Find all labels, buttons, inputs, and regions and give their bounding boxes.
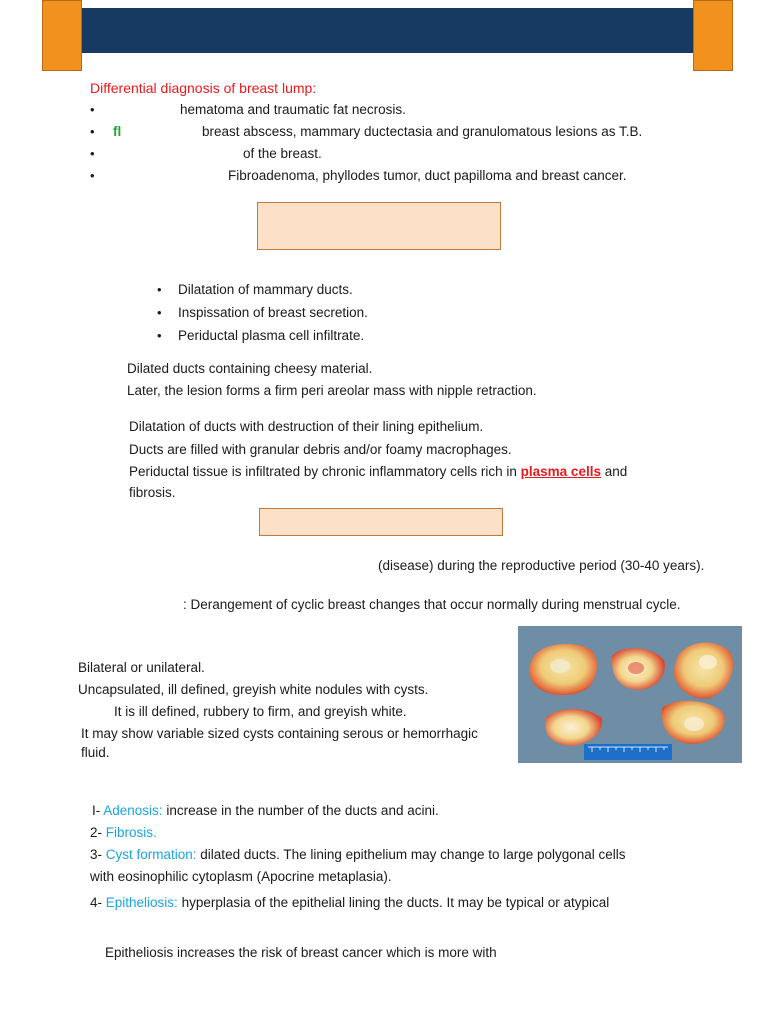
- component-item: [92, 803, 439, 818]
- component-term: Cyst formation:: [105, 847, 197, 862]
- micro-text: Dilatation of ducts with destruction of their lining epithelium.: [129, 419, 484, 434]
- component-item: [90, 869, 392, 884]
- gross-text: Later, the lesion forms a firm peri areolar mass with nipple retraction.: [127, 383, 537, 398]
- component-number: I-: [92, 803, 104, 818]
- bullet-marker: •: [157, 305, 162, 320]
- fibrocystic-gross-text: fluid.: [81, 745, 110, 760]
- bullet-marker: •: [90, 168, 95, 183]
- feature-item: Periductal plasma cell infiltrate.: [178, 328, 365, 343]
- micro-text-part: Periductal tissue is infiltrated by chronic inflammatory cells rich in: [129, 464, 521, 479]
- component-text: with eosinophilic cytoplasm (Apocrine metaplasia).: [90, 869, 392, 884]
- component-text: increase in the number of the ducts and acini.: [162, 803, 439, 818]
- incidence-text: (disease) during the reproductive period (30-40 years).: [378, 558, 705, 573]
- gross-specimen-photo: [518, 626, 742, 763]
- fibrocystic-gross-text: Bilateral or unilateral.: [78, 660, 205, 675]
- component-text: hyperplasia of the epithelial lining the ducts. It may be typical or atypical: [177, 895, 610, 910]
- micro-text-part: and: [600, 464, 628, 479]
- bullet-marker: •: [90, 124, 95, 139]
- plasma-cells-highlight: plasma cells: [520, 464, 601, 479]
- gross-text: Dilated ducts containing cheesy material.: [127, 361, 373, 376]
- definition-text: : Derangement of cyclic breast changes that occur normally during menstrual cycle.: [183, 597, 681, 612]
- ddx-item: breast abscess, mammary ductectasia and granulomatous lesions as T.B.: [202, 124, 643, 139]
- component-term: Epitheliosis:: [105, 895, 178, 910]
- micro-text: fibrosis.: [129, 485, 176, 500]
- fibrocystic-gross-text: It is ill defined, rubbery to firm, and greyish white.: [114, 704, 407, 719]
- ddx-title: Differential diagnosis of breast lump:: [90, 80, 317, 96]
- feature-item: Dilatation of mammary ducts.: [178, 282, 353, 297]
- component-number: 3-: [90, 847, 106, 862]
- component-term: Fibrosis.: [105, 825, 157, 840]
- feature-item: Inspissation of breast secretion.: [178, 305, 368, 320]
- specimen-illustration: [518, 626, 742, 763]
- bullet-marker: •: [157, 282, 162, 297]
- section-heading-box: [259, 508, 503, 536]
- ddx-item: of the breast.: [243, 146, 322, 161]
- ddx-item: Fibroadenoma, phyllodes tumor, duct papilloma and breast cancer.: [228, 168, 627, 183]
- section-heading-box: [257, 202, 501, 250]
- component-item: [90, 825, 157, 840]
- component-item: [90, 895, 609, 910]
- micro-text: [129, 464, 627, 479]
- header-accent-right: [693, 0, 733, 71]
- ddx-item-prefix: fl: [113, 124, 122, 139]
- risk-text: Epitheliosis increases the risk of breast cancer which is more with: [105, 945, 497, 960]
- component-item: [90, 847, 626, 862]
- bullet-marker: •: [90, 146, 95, 161]
- component-number: 2-: [90, 825, 106, 840]
- ddx-item: hematoma and traumatic fat necrosis.: [180, 102, 406, 117]
- bullet-marker: •: [90, 102, 95, 117]
- component-text: dilated ducts. The lining epithelium may change to large polygonal cells: [196, 847, 626, 862]
- header-bar: [80, 8, 694, 53]
- header-accent-left: [42, 0, 82, 71]
- fibrocystic-gross-text: It may show variable sized cysts containing serous or hemorrhagic: [81, 726, 478, 741]
- bullet-marker: •: [157, 328, 162, 343]
- component-number: 4-: [90, 895, 106, 910]
- component-term: Adenosis:: [103, 803, 163, 818]
- fibrocystic-gross-text: Uncapsulated, ill defined, greyish white nodules with cysts.: [78, 682, 429, 697]
- micro-text: Ducts are filled with granular debris and/or foamy macrophages.: [129, 442, 512, 457]
